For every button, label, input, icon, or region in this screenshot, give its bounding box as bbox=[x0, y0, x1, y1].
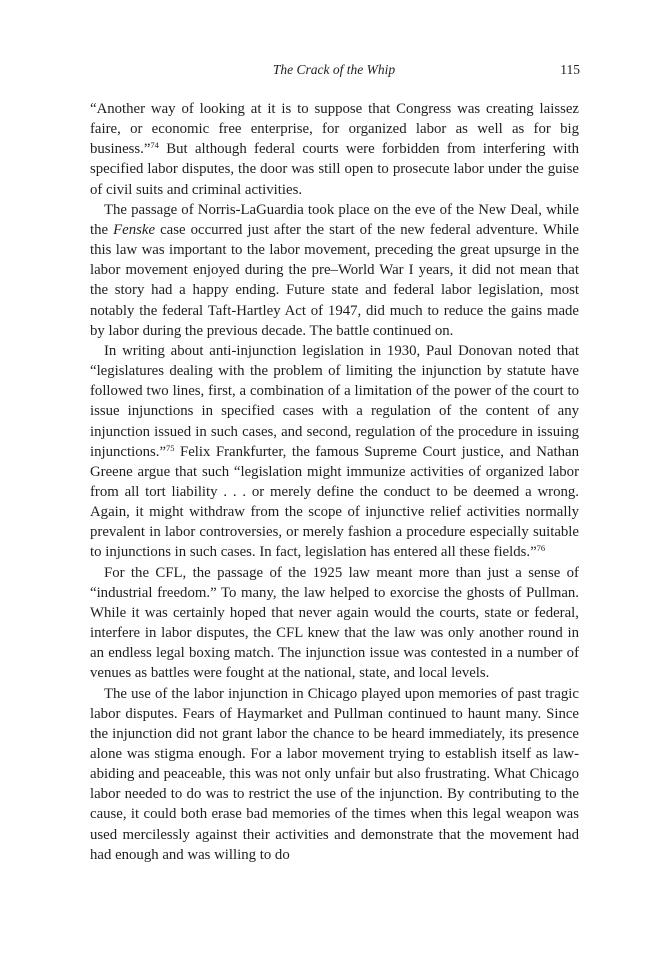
page-number: 115 bbox=[560, 62, 580, 77]
running-title: The Crack of the Whip bbox=[272, 62, 396, 77]
footnote-ref-76: 76 bbox=[536, 543, 546, 554]
paragraph-3-text-b: Felix Frankfurter, the famous Supreme Court justice, and Nathan Greene argue that such “legislation might immunize activities of organized labor from all tort liability . . . or merely define the conduct to be deemed a wrong. Again, it might withdraw from the scope of injunctive relief activities normally prevalent in labor controversies, or merely fashion a procedure especially suitable to injunctions in such cases. In fact, legislation has entered all these fields.” bbox=[90, 443, 579, 561]
paragraph-2-text-a: The passage of Norris-LaGuardia took place on the eve of the New Deal, while the bbox=[90, 201, 579, 238]
paragraph-2 bbox=[90, 200, 579, 341]
paragraph-1-text-b: But although federal courts were forbidden from interfering with specified labor disputes, the door was still open to prosecute labor under the guise of civil suits and criminal activities. bbox=[90, 141, 579, 198]
paragraph-3 bbox=[90, 341, 579, 563]
paragraph-4 bbox=[90, 563, 579, 684]
case-name: Fenske bbox=[113, 221, 156, 238]
paragraph-1-text-a: “Another way of looking at it is to suppose that Congress was creating laissez faire, or economic free enterprise, for organized labor as well as for big business.” bbox=[90, 101, 579, 158]
paragraph-1 bbox=[90, 99, 579, 200]
paragraph-2-text-b: case occurred just after the start of the new federal adventure. While this law was important to the labor movement, preceding the great upsurge in the labor movement enjoyed during the pre–World War I years, it did not mean that the story had a happy ending. Future state and federal labor legislation, most notably the federal Taft-Hartley Act of 1947, did much to reduce the gains made by labor during the previous decade. The battle continued on. bbox=[90, 221, 579, 339]
paragraph-5 bbox=[90, 684, 579, 865]
body-text bbox=[90, 99, 579, 865]
footnote-ref-75: 75 bbox=[166, 442, 175, 453]
paragraph-5-text: The use of the labor injunction in Chicago played upon memories of past tragic labor disputes. Fears of Haymarket and Pullman continued to haunt many. Since the injunction did not grant labor the chance to be heard immediately, its presence alone was stigma enough. For a labor movement trying to establish itself as law-abiding and peaceable, this was not only unfair but also frustrating. What Chicago labor needed to do was to restrict the use of the injunction. By contributing to the cause, it could both erase bad memories of the times when this legal weapon was used mercilessly against their activities and demonstrate that the movement had had enough and was willing to do bbox=[90, 685, 579, 863]
paragraph-4-text: For the CFL, the passage of the 1925 law meant more than just a sense of “industrial freedom.” To many, the law helped to exorcise the ghosts of Pullman. While it was certainly hoped that never again would the courts, state or federal, interfere in labor disputes, the CFL knew that the law was only another round in an endless legal boxing match. The injunction issue was contested in a number of venues as battles were fought at the national, state, and local levels. bbox=[90, 564, 579, 682]
paragraph-3-text-a: In writing about anti-injunction legislation in 1930, Paul Donovan noted that “legislatures dealing with the problem of limiting the injunction by statute have followed two lines, first, a combination of a limitation of the power of the court to issue injunctions in specified cases with a regulation of the content of any injunction issued in such cases, and second, regulation of the procedure in issuing injunctions.” bbox=[90, 342, 579, 460]
footnote-ref-74: 74 bbox=[150, 140, 159, 151]
running-header bbox=[88, 62, 580, 84]
